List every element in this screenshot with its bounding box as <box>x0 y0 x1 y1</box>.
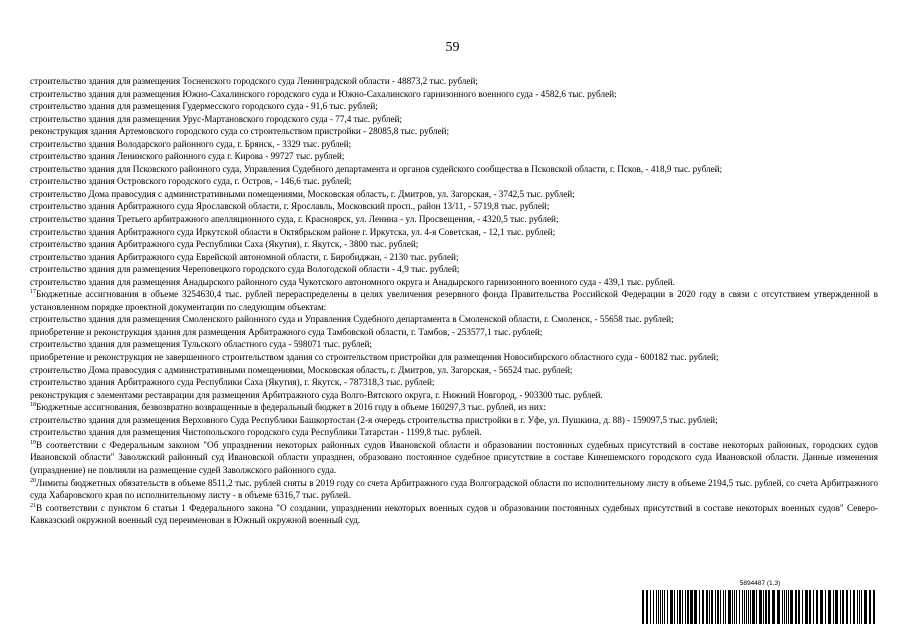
list-item: реконструкция здания Артемовского городского суда со строительством пристройки - 28085,8 тыс. рублей; <box>30 126 450 137</box>
list-item: строительство здания для размещения Гудермесского городского суда - 91,6 тыс. рублей; <box>30 101 378 112</box>
list-item: строительство здания Володарского районного суда, г. Брянск, - 3329 тыс. рублей; <box>30 138 352 149</box>
list-item: строительство здания Арбитражного суда Иркутской области в Октябрьском районе г. Иркутска, ул. 4-я Советская, - 12,1 тыс. рублей; <box>30 226 556 237</box>
barcode-bar <box>873 590 875 624</box>
barcode-bar <box>694 590 697 624</box>
list-item: строительство здания для размещения Чистопольского городского суда Республики Татарстан - 1199,8 тыс. рублей. <box>30 427 482 438</box>
barcode-bar <box>746 590 747 624</box>
page-number: 59 <box>445 40 460 55</box>
footnote-marker: 17 <box>30 289 36 296</box>
barcode-bar <box>711 590 713 624</box>
footnote-text: Бюджетные ассигнования в объеме 3254630,4 тыс. рублей перераспределены в целях увеличения резервного фонда Правительства Российской Федерации в 2020 году в связи с отсутствием утвержденной в установленном порядке проектной документации по следующим объектам: <box>30 289 878 312</box>
list-item: реконструкция с элементами реставрации для размещения Арбитражного суда Волго-Вятского округа, г. Нижний Новгород, - 903300 тыс. рублей. <box>30 389 603 400</box>
barcode-bar <box>833 590 834 624</box>
footnote-marker: 19 <box>30 439 36 446</box>
list-item: строительство здания для размещения Череповецкого городского суда Вологодской области - 4,9 тыс. рублей; <box>30 264 460 275</box>
barcode-bar <box>864 590 867 624</box>
barcode-bar <box>658 590 659 624</box>
footnote-20 <box>30 477 878 502</box>
barcode-bar <box>653 590 654 624</box>
barcode-bar <box>853 590 855 624</box>
barcode-bar <box>802 590 803 624</box>
barcode-bar <box>728 590 731 624</box>
barcode-bar <box>679 590 681 624</box>
footnote-marker: 18 <box>30 402 36 409</box>
barcode-bar <box>664 590 665 624</box>
barcode-bar <box>736 590 737 624</box>
barcode-bar <box>725 590 726 624</box>
barcode-bar <box>682 590 683 624</box>
barcode <box>640 580 880 625</box>
barcode-bar <box>765 590 767 624</box>
barcode-bar <box>786 590 787 624</box>
footnote-text: В соответствии с Федеральным законом "Об упразднении некоторых районных судов Ивановской области и образовании постоянных судебных присутствий в составе некоторых районных, городских судов Ивановской области" Заволжский районный суд Ивановской области упразднен, образовано постоянное судебное присутствие в составе Кинешемского городского суда Ивановской области. Данные изменения (упразднение) не повлияли на размещение судей Заволжского районного суда. <box>30 439 878 475</box>
barcode-bar <box>752 590 755 624</box>
barcode-caption: 5894487 (1.3) <box>739 580 781 587</box>
object-list-c <box>30 414 878 439</box>
barcode-bar <box>846 590 848 624</box>
list-item: строительство Дома правосудия с административными помещениями, Московская область, г. Дмитров, ул. Загорская, - 56524 тыс. рублей; <box>30 364 573 375</box>
list-item: строительство здания Третьего арбитражного апелляционного суда, г. Красноярск, ул. Ленина - ул. Просвещения, - 4320,5 тыс. рублей; <box>30 214 559 225</box>
barcode-bar <box>742 590 743 624</box>
list-item: строительство здания для размещения Урус-Мартановского городского суда - 77,4 тыс. рублей; <box>30 113 403 124</box>
list-item: строительство здания Арбитражного суда Республики Саха (Якутия), г. Якутск, - 3800 тыс. рублей; <box>30 239 419 250</box>
barcode-bar <box>715 590 716 624</box>
footnote-17 <box>30 288 878 313</box>
barcode-bar <box>840 590 841 624</box>
barcode-bar <box>813 590 814 624</box>
barcode-bar <box>759 590 762 624</box>
barcode-bar <box>642 590 644 624</box>
barcode-bar <box>685 590 686 624</box>
document-body <box>30 75 878 527</box>
barcode-bar <box>660 590 661 624</box>
list-item: строительство здания для размещения Анадырского районного суда Чукотского автономного округа и Анадырского гарнизонного военного суда - 439,1 тыс. рублей. <box>30 276 675 287</box>
list-item: приобретение и реконструкция не завершенного строительством здания со строительством пристройки для размещения Новосибирского областного суда - 600182 тыс. рублей; <box>30 352 719 363</box>
barcode-bar <box>784 590 785 624</box>
list-item: строительство здания для размещения Верховного Суда Республики Башкортостан (2-я очередь строительства пристройки в г. Уфе, ул. Пушкина, д. 88) - 159097,5 тыс. рублей; <box>30 414 718 425</box>
list-item: строительство здания Арбитражного суда Республики Саха (Якутия), г. Якутск, - 787318,3 тыс. рублей; <box>30 377 435 388</box>
list-item: строительство здания Островского городского суда, г. Остров, - 146,6 тыс. рублей; <box>30 176 352 187</box>
barcode-bar <box>687 590 689 624</box>
barcode-bar <box>861 590 862 624</box>
barcode-bars <box>640 590 880 624</box>
barcode-bar <box>690 590 693 624</box>
list-item: строительство здания для размещения Смоленского районного суда и Управления Судебного департамента в Смоленской области, г. Смоленск, - 55658 тыс. рублей; <box>30 314 674 325</box>
barcode-bar <box>835 590 838 624</box>
barcode-bar <box>650 590 651 624</box>
barcode-bar <box>869 590 871 624</box>
barcode-bar <box>734 590 735 624</box>
barcode-bar <box>750 590 751 624</box>
barcode-bar <box>795 590 797 624</box>
list-item: приобретение и реконструкция здания для размещения Арбитражного суда Тамбовской области, г. Тамбов, - 253577,1 тыс. рублей; <box>30 326 543 337</box>
barcode-bar <box>782 590 783 624</box>
barcode-bar <box>677 590 678 624</box>
barcode-bar <box>702 590 704 624</box>
barcode-bar <box>699 590 700 624</box>
footnote-text: Бюджетные ассигнования, безвозвратно возвращенные в федеральный бюджет в 2016 году в объеме 160297,3 тыс. рублей, из них: <box>36 402 546 413</box>
barcode-bar <box>777 590 780 624</box>
barcode-bar <box>763 590 764 624</box>
barcode-bar <box>805 590 808 624</box>
object-list-a <box>30 75 878 288</box>
barcode-bar <box>825 590 826 624</box>
barcode-bar <box>768 590 770 624</box>
barcode-bar <box>674 590 675 624</box>
barcode-bar <box>744 590 745 624</box>
footnote-19 <box>30 439 878 477</box>
barcode-bar <box>646 590 648 624</box>
barcode-bar <box>748 590 749 624</box>
footnote-marker: 21 <box>30 502 36 509</box>
barcode-bar <box>732 590 733 624</box>
barcode-bar <box>772 590 775 624</box>
barcode-bar <box>790 590 793 624</box>
barcode-bar <box>720 590 721 624</box>
footnote-21 <box>30 502 878 527</box>
barcode-bar <box>739 590 740 624</box>
barcode-bar <box>820 590 823 624</box>
barcode-bar <box>723 590 724 624</box>
list-item: строительство здания для размещения Тосненского городского суда Ленинградской области - 48873,2 тыс. рублей; <box>30 76 478 86</box>
barcode-bar <box>662 590 663 624</box>
barcode-bar <box>798 590 800 624</box>
footnote-18 <box>30 401 878 414</box>
barcode-bar <box>816 590 818 624</box>
list-item: строительство здания для размещения Тульского областного суда - 598071 тыс. рублей; <box>30 339 372 350</box>
barcode-bar <box>842 590 844 624</box>
list-item: строительство здания Арбитражного суда Еврейской автономной области, г. Биробиджан, - 2130 тыс. рублей; <box>30 251 459 262</box>
barcode-bar <box>809 590 811 624</box>
footnote-text: В соответствии с пунктом 6 статьи 1 Федерального закона "О создании, упразднении некоторых военных судов и образовании постоянных судебных присутствий в составе некоторых военных судов" Северо-Кавказский окружной военный суд переименован в Южный окружной военный суд. <box>30 502 878 526</box>
barcode-bar <box>859 590 860 624</box>
barcode-bar <box>788 590 789 624</box>
list-item: строительство здания Ленинского районного суда г. Кирова - 99727 тыс. рублей; <box>30 151 345 162</box>
list-item: строительство здания для Псковского районного суда, Управления Судебного департамента и органов судейского сообщества в Псковской области, г. Псков, - 418,9 тыс. рублей; <box>30 163 723 174</box>
footnote-marker: 20 <box>30 477 36 484</box>
barcode-bar <box>828 590 831 624</box>
barcode-bar <box>709 590 710 624</box>
barcode-bar <box>656 590 657 624</box>
barcode-bar <box>756 590 757 624</box>
footnote-text: Лимиты бюджетных обязательств в объеме 8511,2 тыс. рублей сняты в 2019 году со счета Арбитражного суда Волгоградской области по исполнительному листу в объеме 2194,5 тыс. рублей, со счета Арбитражного суда Хабаровского края по исполнительному листу - в объеме 6316,7 тыс. рублей. <box>30 477 878 501</box>
list-item: строительство здания Арбитражного суда Ярославской области, г. Ярославль, Московский просп., район 13/11, - 5719,8 тыс. рублей; <box>30 201 550 212</box>
barcode-bar <box>857 590 858 624</box>
barcode-bar <box>706 590 708 624</box>
list-item: строительство Дома правосудия с административными помещениями, Московская область, г. Дмитров, ул. Загорская, - 3742,5 тыс. рублей; <box>30 188 575 199</box>
barcode-bar <box>850 590 851 624</box>
list-item: строительство здания для размещения Южно-Сахалинского городского суда и Южно-Сахалинского гарнизонного военного суда - 4582,6 тыс. рублей; <box>30 88 617 99</box>
barcode-bar <box>667 590 668 624</box>
barcode-bar <box>717 590 719 624</box>
barcode-bar <box>670 590 673 624</box>
object-list-b <box>30 313 878 401</box>
